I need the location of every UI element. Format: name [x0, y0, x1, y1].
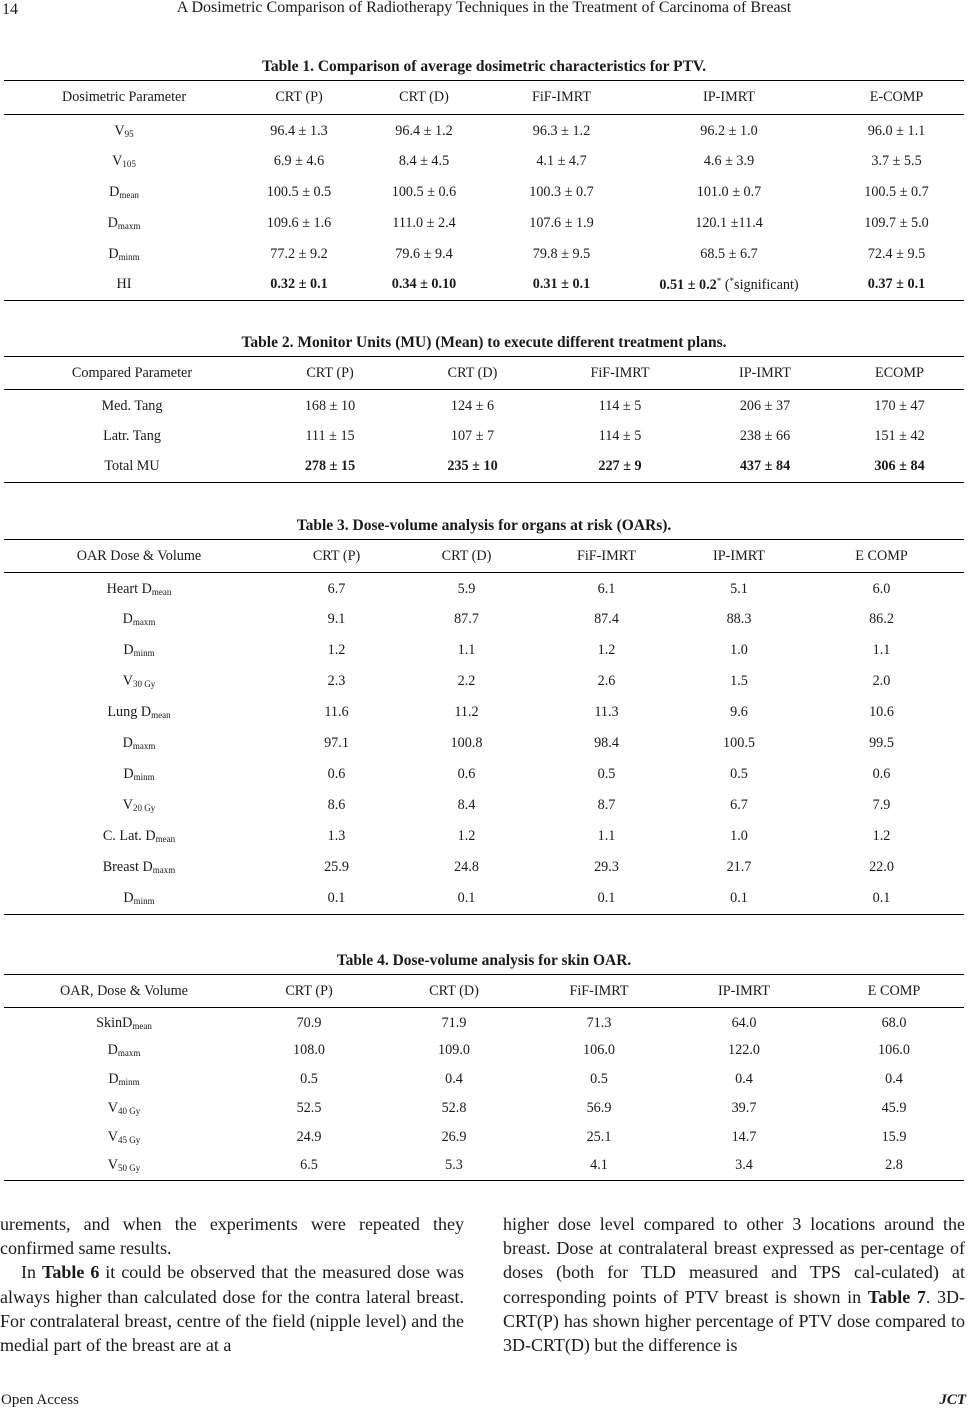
running-title: A Dosimetric Comparison of Radiotherapy Techniques in the Treatment of Carcinoma of Breast [176, 0, 792, 16]
table-cell: 1.2 [457, 828, 476, 845]
table-1-caption: Table 1. Comparison of average dosimetric characteristics for PTV. [262, 58, 706, 75]
table-cell: 100.5 ± 0.7 [864, 183, 929, 200]
table-row [4, 728, 964, 759]
table-row [4, 821, 964, 852]
table-cell: 108.0 [293, 1042, 325, 1059]
table-row [4, 1065, 964, 1094]
table-cell: 6.9 ± 4.6 [273, 152, 325, 169]
table-cell: 87.7 [454, 610, 479, 627]
table-cell: 64.0 [731, 1015, 757, 1032]
column-header: IP-IMRT [718, 982, 770, 999]
table-cell: 238 ± 66 [739, 427, 791, 444]
table-cell: 0.5 [300, 1070, 318, 1087]
table-cell: 9.1 [327, 610, 346, 627]
row-label: C. Lat. $D_{mean}$ [102, 828, 176, 845]
table-cell: 227 ± 9 [598, 458, 642, 475]
table-cell: 96.4 ± 1.3 [270, 123, 328, 140]
table-cell: 15.9 [881, 1128, 907, 1145]
table-row-total [4, 452, 964, 483]
table-row [4, 177, 964, 208]
table-cell: 109.6 ± 1.6 [266, 214, 332, 231]
table-cell: 111.0 ± 2.4 [392, 214, 456, 231]
table-cell: 96.4 ± 1.2 [395, 123, 453, 140]
table-cell: 100.5 ± 0.6 [391, 183, 457, 200]
column-header: E COMP [867, 982, 921, 999]
table-cell: 151 ± 42 [874, 427, 925, 444]
table-cell: 120.1 ±11.4 [695, 214, 763, 231]
table-2 [4, 332, 964, 483]
table-cell: 71.3 [586, 1015, 612, 1032]
table-cell: 0.6 [457, 766, 476, 783]
row-label: Latr. Tang [103, 427, 161, 444]
table-cell: 11.2 [454, 703, 479, 720]
table-cell: 68.5 ± 6.7 [700, 245, 758, 262]
table-cell: 0.1 [327, 890, 346, 907]
column-header: CRT (D) [441, 547, 492, 564]
table-cell: 114 ± 5 [598, 427, 642, 444]
column-header: FiF-IMRT [569, 982, 629, 999]
table-row [4, 697, 964, 728]
table-cell: 25.1 [586, 1128, 612, 1145]
row-label: $D_{minm}$ [123, 641, 155, 658]
body-paragraph: urements, and when the experiments were repeated they confirmed same results. [0, 1214, 464, 1259]
table-cell: 11.6 [324, 703, 349, 720]
table-cell: 22.0 [869, 859, 894, 876]
row-label: Lung $D_{mean}$ [107, 703, 171, 720]
table-cell: 306 ± 84 [874, 458, 925, 475]
row-label: Heart $D_{mean}$ [106, 581, 172, 598]
table-cell: 106.0 [583, 1042, 615, 1059]
table-cell: 79.6 ± 9.4 [395, 245, 453, 262]
table-cell: 87.4 [594, 610, 619, 627]
row-label: $V_{40 Gy}$ [107, 1099, 141, 1116]
table-cell: 1.1 [597, 828, 616, 845]
row-label: $D_{maxm}$ [107, 1042, 141, 1059]
page-number: 14 [2, 1, 18, 18]
column-header: FiF-IMRT [531, 89, 592, 105]
table-cell: 52.8 [441, 1099, 467, 1116]
table-cell: 170 ± 47 [874, 398, 925, 415]
table-cell: 100.8 [450, 735, 483, 752]
table-header-row [4, 540, 964, 573]
row-label: $D_{minm}$ [108, 1070, 140, 1087]
table-cell: 0.4 [445, 1070, 463, 1087]
table-cell: 0.1 [457, 890, 476, 907]
table-cell: 45.9 [881, 1099, 907, 1116]
table-cell: 2.6 [597, 672, 616, 689]
column-header: CRT (D) [429, 982, 479, 999]
column-header: CRT (P) [275, 89, 323, 105]
column-header: E-COMP [869, 89, 924, 105]
table-cell: 111 ± 15 [305, 427, 355, 444]
row-label: $D_{minm}$ [123, 890, 155, 907]
table-header-row [4, 975, 964, 1008]
table-row-hi [4, 270, 964, 301]
table-cell: 1.3 [327, 828, 346, 845]
table-row [4, 1036, 964, 1065]
table-cell: 0.6 [327, 766, 346, 783]
table-cell: 39.7 [731, 1099, 757, 1116]
table-cell: 29.3 [594, 859, 619, 876]
table-cell: 206 ± 37 [739, 398, 791, 415]
table-header-row [4, 81, 964, 115]
table-cell: 71.9 [441, 1015, 467, 1032]
table-4-caption: Table 4. Dose-volume analysis for skin OAR. [336, 952, 632, 969]
table-reference: Table 6 [41, 1262, 100, 1283]
table-cell: 4.6 ± 3.9 [703, 152, 755, 169]
table-cell: 0.5 [590, 1070, 608, 1087]
table-row [4, 239, 964, 270]
table-cell: 24.8 [454, 859, 479, 876]
table-3 [4, 515, 964, 915]
table-cell: 88.3 [726, 610, 752, 627]
table-cell: 124 ± 6 [450, 398, 495, 415]
table-cell: 70.9 [296, 1015, 322, 1032]
table-row [4, 604, 964, 635]
table-cell: 0.1 [872, 890, 891, 907]
table-cell: 1.2 [327, 641, 346, 658]
table-cell: 100.3 ± 0.7 [529, 183, 594, 200]
row-label: $V_{20 Gy}$ [122, 797, 156, 814]
table-reference: Table 7 [867, 1286, 926, 1307]
table-cell: 437 ± 84 [739, 458, 791, 475]
table-3-grid [4, 539, 964, 915]
table-cell: 96.3 ± 1.2 [532, 123, 591, 140]
table-cell: 1.1 [457, 641, 476, 658]
table-cell: 1.0 [730, 641, 748, 658]
table-cell: 52.5 [296, 1099, 322, 1116]
table-cell: 278 ± 15 [304, 458, 356, 475]
row-label: Med. Tang [101, 398, 163, 415]
table-4-grid [4, 974, 964, 1181]
table-cell: 6.7 [730, 797, 748, 814]
table-cell: 2.3 [327, 672, 346, 689]
table-cell: 6.7 [327, 581, 346, 598]
table-cell: 100.5 [723, 735, 755, 752]
table-cell: 11.3 [594, 703, 619, 720]
table-row [4, 790, 964, 821]
table-cell: 6.5 [300, 1157, 318, 1174]
table-cell: 1.2 [597, 641, 616, 658]
table-cell: 1.0 [730, 828, 748, 845]
table-cell: 56.9 [586, 1099, 612, 1116]
page-header [0, 0, 968, 24]
column-header: Compared Parameter [71, 364, 193, 381]
row-label: $V_{105}$ [112, 152, 136, 169]
row-label: Total MU [104, 458, 160, 475]
row-label: $D_{maxm}$ [122, 735, 156, 752]
table-2-grid [4, 356, 964, 483]
table-cell: 1.1 [872, 641, 891, 658]
table-cell: 0.1 [597, 890, 616, 907]
column-header: E COMP [855, 547, 908, 564]
table-row [4, 1008, 964, 1037]
table-cell: 25.9 [324, 859, 349, 876]
table-cell: 77.2 ± 9.2 [270, 245, 328, 262]
table-row [4, 1151, 964, 1180]
column-header: FiF-IMRT [576, 547, 637, 564]
table-cell: 72.4 ± 9.5 [867, 245, 926, 262]
column-header: CRT (D) [399, 89, 449, 105]
table-cell: 3.4 [735, 1157, 753, 1174]
table-cell: 8.6 [327, 797, 346, 814]
table-cell: 0.5 [597, 766, 616, 783]
column-header: FiF-IMRT [590, 364, 650, 381]
table-cell: 96.2 ± 1.0 [700, 123, 758, 140]
table-cell: 168 ± 10 [304, 398, 356, 415]
table-cell: 7.9 [872, 797, 891, 814]
table-cell: 0.34 ± 0.10 [391, 276, 457, 293]
table-cell: 3.7 ± 5.5 [871, 152, 922, 169]
body-paragraph: higher dose level compared to other 3 locations around the breast. Dose at contralateral breast expressed as per-centage of doses (both for TLD measured and TPS cal-culated) at corresponding points of PTV breast is shown in Table 7. 3D-CRT(P) has shown higher percentage of PTV dose compared to 3D-CRT(D) but the difference is [503, 1214, 966, 1356]
column-header: Dosimetric Parameter [61, 89, 187, 105]
row-label: $D_{maxm}$ [107, 214, 141, 231]
table-cell: 235 ± 10 [447, 458, 498, 475]
table-cell: 109.7 ± 5.0 [864, 214, 929, 231]
table-cell: 106.0 [878, 1042, 910, 1059]
table-row [4, 390, 964, 421]
table-row [4, 635, 964, 666]
footer-open-access: Open Access [1, 1392, 79, 1408]
table-cell: 0.5 [730, 766, 748, 783]
body-column-right [503, 1212, 965, 1357]
table-cell: 0.51 ± 0.2* (*significant) [659, 275, 799, 293]
table-header-row [4, 357, 964, 390]
table-cell: 24.9 [296, 1128, 322, 1145]
row-label: $V_{30 Gy}$ [122, 672, 156, 689]
table-row [4, 573, 964, 604]
row-label: Breast $D_{maxm}$ [102, 859, 176, 876]
table-cell: 109.0 [438, 1042, 470, 1059]
table-cell: 10.6 [869, 703, 894, 720]
table-row [4, 1123, 964, 1152]
table-2-caption: Table 2. Monitor Units (MU) (Mean) to execute different treatment plans. [241, 334, 727, 351]
table-row [4, 759, 964, 790]
table-cell: 86.2 [869, 610, 894, 627]
table-cell: 8.4 [457, 797, 476, 814]
table-cell: 101.0 ± 0.7 [696, 183, 762, 200]
column-header: CRT (P) [306, 364, 354, 381]
table-1 [4, 56, 964, 301]
table-cell: 2.0 [872, 672, 891, 689]
row-label: $D_{minm}$ [108, 245, 140, 262]
table-row [4, 666, 964, 697]
table-row [4, 883, 964, 914]
column-header: IP-IMRT [739, 364, 791, 381]
table-3-caption: Table 3. Dose-volume analysis for organs at risk (OARs). [296, 517, 672, 534]
table-cell: 26.9 [441, 1128, 467, 1145]
column-header: OAR, Dose & Volume [60, 982, 188, 999]
table-cell: 68.0 [881, 1015, 907, 1032]
table-cell: 100.5 ± 0.5 [266, 183, 332, 200]
table-cell: 2.8 [885, 1157, 903, 1174]
column-header: CRT (D) [447, 364, 498, 381]
table-cell: 0.4 [885, 1070, 903, 1087]
table-cell: 0.32 ± 0.1 [270, 276, 328, 293]
table-cell: 0.4 [735, 1070, 753, 1087]
table-cell: 8.7 [597, 797, 616, 814]
column-header: ECOMP [875, 364, 924, 381]
table-cell: 0.1 [730, 890, 748, 907]
table-cell: 4.1 [590, 1157, 608, 1174]
row-label: HI [116, 276, 132, 293]
table-cell: 79.8 ± 9.5 [532, 245, 591, 262]
table-cell: 2.2 [457, 672, 476, 689]
row-label: $D_{mean}$ [109, 183, 139, 200]
table-1-grid [4, 80, 964, 301]
table-cell: 5.9 [457, 581, 476, 598]
table-cell: 114 ± 5 [598, 398, 642, 415]
table-cell: 6.1 [597, 581, 616, 598]
footer-journal: JCT [939, 1392, 966, 1408]
column-header: CRT (P) [312, 547, 361, 564]
table-cell: 14.7 [731, 1128, 757, 1145]
body-paragraph: In Table 6 it could be observed that the measured dose was always higher than calculated dose for the contra lateral breast. For contralateral breast, centre of the field (nipple level) and the medial part of the breast are at a [0, 1262, 465, 1356]
row-label: $D_{minm}$ [123, 766, 155, 783]
table-row [4, 146, 964, 177]
table-cell: 21.7 [726, 859, 752, 876]
column-header: OAR Dose & Volume [76, 547, 202, 564]
column-header: IP-IMRT [703, 89, 755, 105]
row-label: $V_{45 Gy}$ [107, 1128, 141, 1145]
table-cell: 1.5 [730, 672, 748, 689]
table-row [4, 115, 964, 146]
table-cell: 107 ± 7 [450, 427, 495, 444]
table-cell: 96.0 ± 1.1 [867, 123, 926, 140]
table-cell: 0.37 ± 0.1 [867, 276, 926, 293]
table-4 [4, 950, 964, 1181]
table-cell: 6.0 [872, 581, 891, 598]
table-cell: 5.3 [445, 1157, 463, 1174]
row-label: $V_{50 Gy}$ [107, 1157, 141, 1174]
table-row [4, 1094, 964, 1123]
row-label: $D_{maxm}$ [122, 610, 156, 627]
table-cell: 99.5 [869, 735, 894, 752]
table-cell: 107.6 ± 1.9 [529, 214, 594, 231]
column-header: IP-IMRT [713, 547, 765, 564]
table-cell: 5.1 [730, 581, 748, 598]
table-cell: 0.31 ± 0.1 [532, 276, 591, 293]
table-cell: 1.2 [872, 828, 891, 845]
table-row [4, 421, 964, 452]
table-row [4, 852, 964, 883]
table-cell: 4.1 ± 4.7 [536, 152, 587, 169]
table-cell: 8.4 ± 4.5 [398, 152, 450, 169]
table-cell: 0.6 [872, 766, 891, 783]
table-row [4, 208, 964, 239]
table-cell: 98.4 [594, 735, 619, 752]
body-column-left [0, 1212, 464, 1357]
table-cell: 97.1 [324, 735, 349, 752]
row-label: $V_{95}$ [114, 123, 134, 140]
column-header: CRT (P) [285, 982, 333, 999]
row-label: SkinD$_{mean}$ [96, 1015, 152, 1032]
table-cell: 9.6 [730, 703, 748, 720]
table-cell: 122.0 [728, 1042, 760, 1059]
